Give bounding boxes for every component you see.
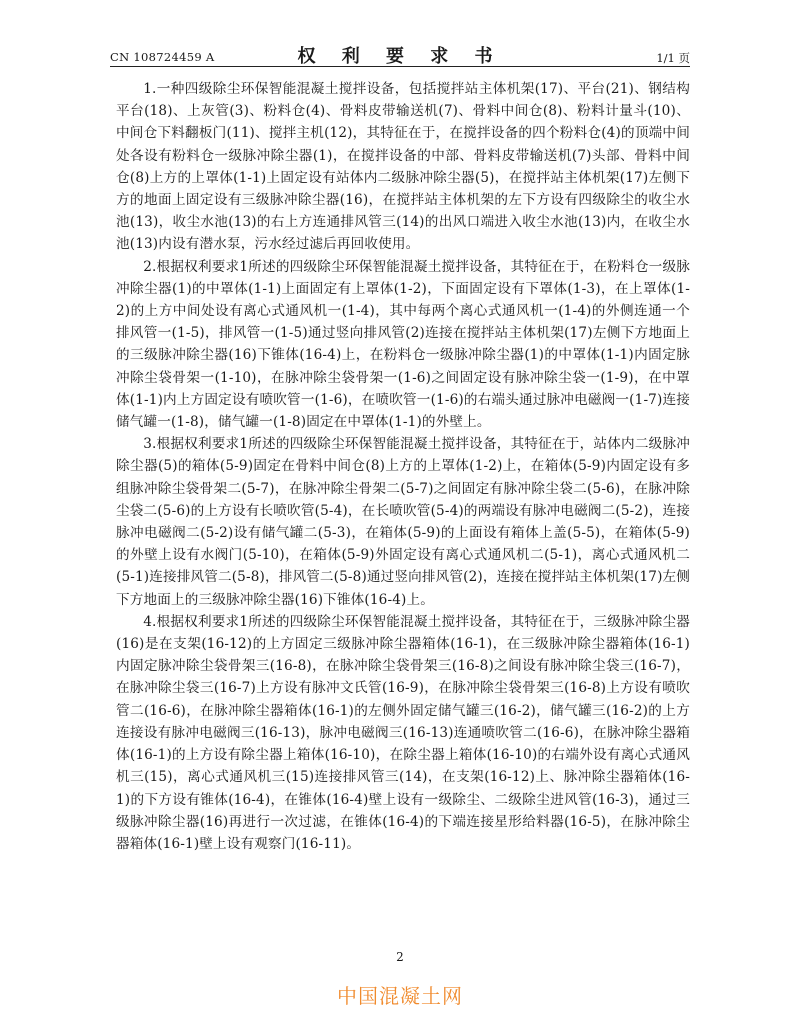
claim-4: 4.根据权利要求1所述的四级除尘环保智能混凝土搅拌设备，其特征在于，三级脉冲除尘器(16)是在支架(16-12)的上方固定三级脉冲除尘器箱体(16-1)，在三级脉冲除尘器箱体(16-1)内固定脉冲除尘袋骨架三(16-8)，在脉冲除尘袋骨架三(16-8)之间设有脉冲除尘袋三(16-7)，在脉冲除尘袋三(16-7)上方设有脉冲文氏管(16-9)，在脉冲除尘袋骨架三(16-8)上方设有喷吹管二(16-6)，在脉冲除尘器箱体(16-1)的左侧外固定储气罐三(16-2)，储气罐三(16-2)的上方连接设有脉冲电磁阀三(16-13)，脉冲电磁阀三(16-13)连通喷吹管二(16-6)，在脉冲除尘器箱体(16-1)的上方设有除尘器上箱体(16-10)，在除尘器上箱体(16-10)的右端外设有离心式通风机三(15)，离心式通风机三(15)连接排风管三(14)，在支架(16-12)上、脉冲除尘器箱体(16-1)的下方设有锥体(16-4)，在锥体(16-4)壁上设有一级除尘、二级除尘进风管(16-3)，通过三级脉冲除尘器(16)再进行一次过滤，在锥体(16-4)的下端连接星形给料器(16-5)，在脉冲除尘器箱体(16-1)壁上设有观察门(16-11)。 bbox=[116, 613, 690, 852]
document-title: 权 利 要 求 书 bbox=[297, 46, 503, 67]
header-divider bbox=[110, 66, 690, 67]
claim-2: 2.根据权利要求1所述的四级除尘环保智能混凝土搅拌设备，其特征在于，在粉料仓一级脉冲除尘器(1)的中罩体(1-1)上面固定有上罩体(1-2)，下面固定设有下罩体(1-3)，在上罩体(1-2)的上方中间处设有离心式通风机一(1-4)，其中每两个离心式通风机一(1-4)的外侧连通一个排风管一(1-5)，排风管一(1-5)通过竖向排风管(2)连接在搅拌站主体机架(17)左侧下方地面上的三级脉冲除尘器(16)下锥体(16-4)上，在粉料仓一级脉冲除尘器(1)的中罩体(1-1)内固定脉冲除尘袋骨架一(1-10)，在脉冲除尘袋骨架一(1-6)之间固定设有脉冲除尘袋一(1-9)，在中罩体(1-1)内上方固定设有喷吹管一(1-6)，在喷吹管一(1-6)的右端头通过脉冲电磁阀一(1-7)连接储气罐一(1-8)，储气罐一(1-8)固定在中罩体(1-1)的外壁上。 bbox=[116, 258, 690, 431]
page-of-indicator: 1/1 页 bbox=[656, 51, 690, 65]
site-watermark: 中国混凝土网 bbox=[337, 984, 463, 1008]
claims-body bbox=[116, 78, 690, 855]
publication-number: CN 108724459 A bbox=[110, 50, 215, 64]
page-number: 2 bbox=[396, 950, 404, 964]
claim-1: 1.一种四级除尘环保智能混凝土搅拌设备，包括搅拌站主体机架(17)、平台(21)、钢结构平台(18)、上灰管(3)、粉料仓(4)、骨料皮带输送机(7)、骨料中间仓(8)、粉料计量斗(10)、中间仓下料翻板门(11)、搅拌主机(12)，其特征在于，在搅拌设备的四个粉料仓(4)的顶端中间处各设有粉料仓一级脉冲除尘器(1)，在搅拌设备的中部、骨料皮带输送机(7)头部、骨料中间仓(8)上方的上罩体(1-1)上固定设有站体内二级脉冲除尘器(5)，在搅拌站主体机架(17)左侧下方的地面上固定设有三级脉冲除尘器(16)，在搅拌站主体机架的左下方设有四级除尘的收尘水池(13)，收尘水池(13)的右上方连通排风管三(14)的出风口端进入收尘水池(13)内，在收尘水池(13)内设有潜水泵，污水经过滤后再回收使用。 bbox=[116, 81, 690, 253]
document-header bbox=[110, 40, 690, 68]
claim-3: 3.根据权利要求1所述的四级除尘环保智能混凝土搅拌设备，其特征在于，站体内二级脉冲除尘器(5)的箱体(5-9)固定在骨料中间仓(8)上方的上罩体(1-2)上，在箱体(5-9)内固定设有多组脉冲除尘袋骨架二(5-7)，在脉冲除尘骨架二(5-7)之间固定有脉冲除尘袋二(5-6)，在脉冲除尘袋二(5-6)的上方设有长喷吹管(5-4)，在长喷吹管(5-4)的两端设有脉冲电磁阀二(5-2)，连接脉冲电磁阀二(5-2)设有储气罐二(5-3)，在箱体(5-9)的上面设有箱体上盖(5-5)，在箱体(5-9)的外壁上设有水阀门(5-10)，在箱体(5-9)外固定设有离心式通风机二(5-1)，离心式通风机二(5-1)连接排风管二(5-8)，排风管二(5-8)通过竖向排风管(2)，连接在搅拌站主体机架(17)左侧下方地面上的三级脉冲除尘器(16)下锥体(16-4)上。 bbox=[116, 436, 691, 608]
